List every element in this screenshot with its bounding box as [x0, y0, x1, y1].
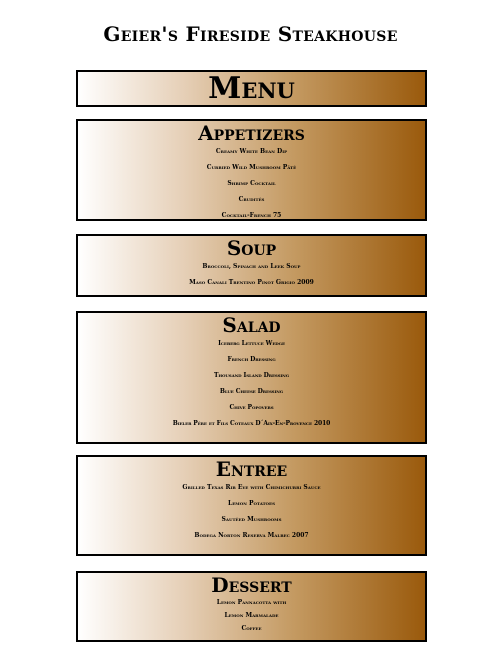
salad-list [78, 336, 425, 432]
restaurant-title: Geier's Fireside Steakhouse [103, 22, 398, 46]
salad-heading: Salad [222, 313, 281, 337]
menu-item: French Dressing [227, 356, 276, 363]
menu-item: Cocktail-French 75 [221, 212, 282, 219]
menu-item: Creamy White Bean Dip [215, 148, 288, 155]
entree-heading: Entree [215, 457, 288, 481]
menu-label: Menu [208, 71, 295, 106]
dessert-list [78, 596, 425, 635]
entree-list [78, 480, 425, 544]
menu-banner [76, 70, 427, 107]
menu-item: Chive Popovers [229, 404, 274, 411]
menu-item: Thousand Island Dressing [213, 372, 290, 379]
salad-section [76, 311, 427, 444]
menu-item: Blue Cheese Dressing [219, 388, 284, 395]
appetizers-section [76, 119, 427, 221]
entree-section [76, 455, 427, 556]
menu-item: Shrimp Cocktail [227, 180, 276, 187]
dessert-heading: Dessert [211, 573, 292, 597]
soup-list [78, 259, 425, 291]
menu-item: Lemon Pannacotta with [216, 599, 287, 606]
menu-item: Broccoli, Spinach and Leek Soup [202, 263, 301, 270]
appetizers-heading: Appetizers [198, 121, 305, 145]
dessert-section [76, 571, 427, 642]
menu-item: Bodega Norton Reserva Malbec 2007 [194, 532, 309, 539]
appetizers-list [78, 144, 425, 221]
menu-item: Iceberg Lettuce Wedge [218, 340, 285, 347]
menu-item: Grilled Texas Rib Eye with Chimichurri Sauce [182, 484, 321, 491]
menu-item: Lemon Potatoes [228, 500, 275, 507]
soup-heading: Soup [226, 236, 277, 260]
menu-item: Maso Canali Trentino Pinot Grigio 2009 [189, 279, 314, 286]
menu-item: Bieler Pére et Fils Coteaux D´Aix-En-Provence 2010 [172, 420, 331, 427]
soup-section [76, 234, 427, 297]
menu-item: Crudités [238, 196, 265, 203]
menu-item: Coffee [241, 625, 262, 632]
menu-item: Curried Wild Mushroom Pâté [206, 164, 297, 171]
menu-item: Lemon Marmalade [224, 612, 279, 619]
menu-item: Sautéed Mushrooms [221, 516, 282, 523]
